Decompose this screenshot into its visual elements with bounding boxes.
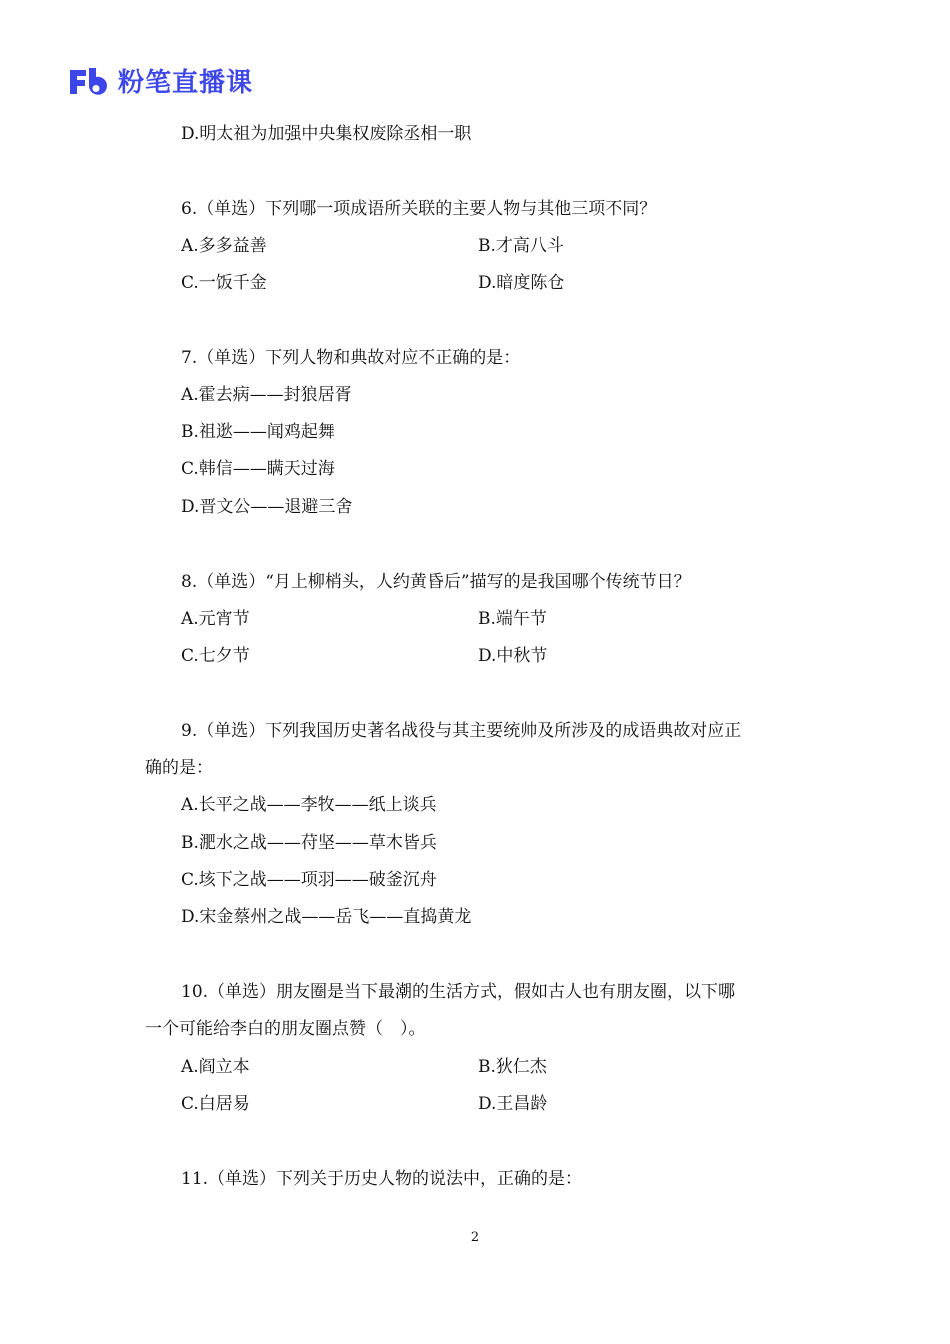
question-6-title: 6.（单选）下列哪一项成语所关联的主要人物与其他三项不同？ <box>181 199 657 219</box>
question-10-option-c: C.白居易 <box>181 1094 250 1114</box>
question-9-title-cont: 确的是： <box>145 758 213 778</box>
question-9-title: 9.（单选）下列我国历史著名战役与其主要统帅及所涉及的成语典故对应正 <box>181 721 742 741</box>
question-6-option-a: A.多多益善 <box>181 236 267 256</box>
brand-logo <box>68 62 253 99</box>
question-7-option-c: C.韩信——瞒天过海 <box>181 459 335 479</box>
question-8-option-b: B.端午节 <box>478 609 547 629</box>
question-6-option-d: D.暗度陈仓 <box>478 273 565 293</box>
fb-logo-icon <box>68 66 112 96</box>
question-10-option-d: D.王昌龄 <box>478 1094 548 1114</box>
question-9-option-d: D.宋金蔡州之战——岳飞——直捣黄龙 <box>181 907 472 927</box>
question-10-title-cont: 一个可能给李白的朋友圈点赞（ ）。 <box>145 1019 426 1039</box>
question-9-option-b: B.淝水之战——苻坚——草木皆兵 <box>181 833 437 853</box>
question-10-option-b: B.狄仁杰 <box>478 1057 547 1077</box>
question-10-title: 10.（单选）朋友圈是当下最潮的生活方式，假如古人也有朋友圈，以下哪 <box>181 982 736 1002</box>
question-8-option-a: A.元宵节 <box>181 609 250 629</box>
question-6-option-c: C.一饭千金 <box>181 273 267 293</box>
question-6-option-b: B.才高八斗 <box>478 236 564 256</box>
question-11-title: 11.（单选）下列关于历史人物的说法中，正确的是： <box>181 1169 583 1189</box>
logo-text: 粉笔直播课 <box>118 68 254 98</box>
page-number: 2 <box>470 1230 480 1245</box>
question-8-option-d: D.中秋节 <box>478 646 548 666</box>
question-7-option-d: D.晋文公——退避三舍 <box>181 497 353 517</box>
question-8-title: 8.（单选）“月上柳梢头，人约黄昏后”描写的是我国哪个传统节日？ <box>181 572 691 592</box>
question-7-title: 7.（单选）下列人物和典故对应不正确的是： <box>181 348 521 368</box>
question-8-option-c: C.七夕节 <box>181 646 250 666</box>
question-7-option-a: A.霍去病——封狼居胥 <box>181 385 352 405</box>
question-7-option-b: B.祖逖——闻鸡起舞 <box>181 422 335 442</box>
prev-option-d: D.明太祖为加强中央集权废除丞相一职 <box>181 124 472 144</box>
question-9-option-c: C.垓下之战——项羽——破釜沉舟 <box>181 870 437 890</box>
question-10-option-a: A.阎立本 <box>181 1057 250 1077</box>
question-9-option-a: A.长平之战——李牧——纸上谈兵 <box>181 795 437 815</box>
